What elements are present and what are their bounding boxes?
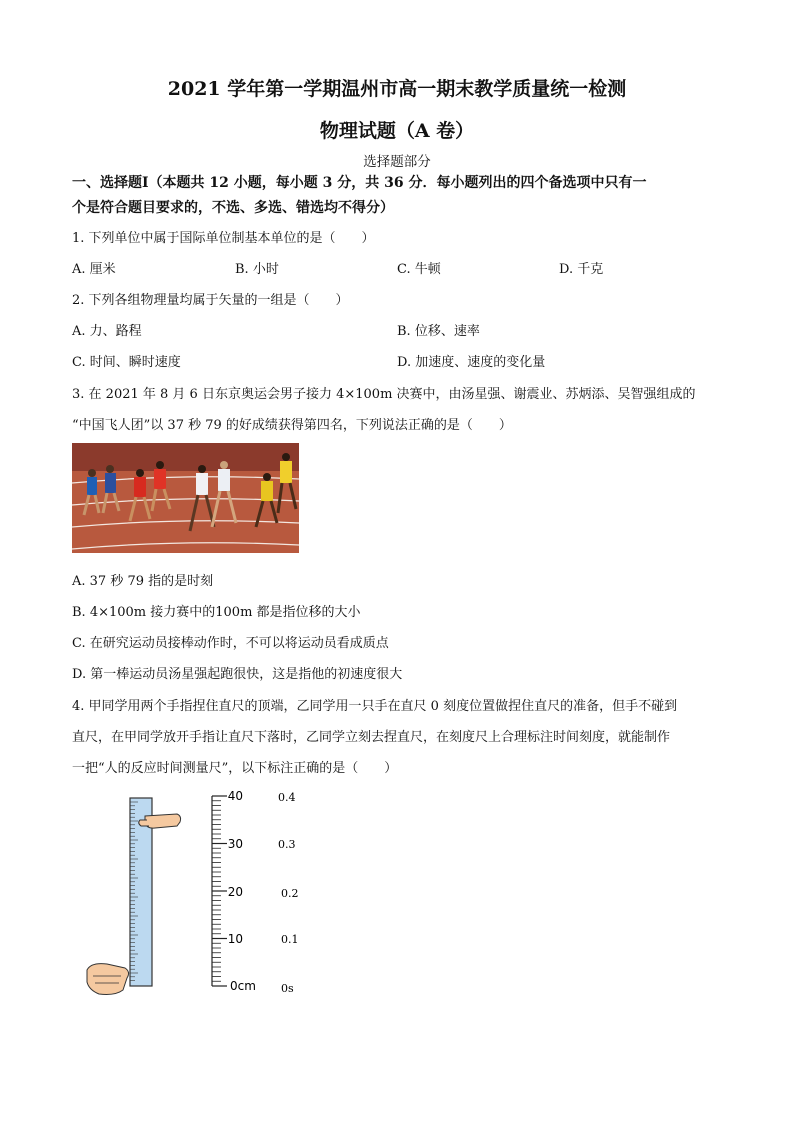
q1-option-c: C. 牛顿: [397, 262, 441, 277]
relay-race-photo: [72, 443, 299, 553]
section-instruction-line1: 一、选择题Ⅰ（本题共 12 小题，每小题 3 分，共 36 分．每小题列出的四个备选项中只有一: [72, 175, 647, 191]
cm-label-20: 20: [227, 885, 243, 899]
ruler-diagram: [85, 786, 315, 1001]
time-label-0s: 0s: [281, 982, 294, 995]
q2-option-c: C. 时间、瞬时速度: [72, 355, 181, 370]
time-label-0-1: 0.1: [281, 933, 299, 946]
cm-label-30: 30: [227, 837, 243, 851]
top-hand-icon: [145, 814, 181, 828]
cm-label-40: 40: [227, 789, 243, 803]
q3-option-d: D. 第一棒运动员汤星强起跑很快，这是指他的初速度很大: [72, 667, 403, 682]
exam-title: 2021 学年第一学期温州市高一期末教学质量统一检测: [167, 78, 627, 100]
q3-option-c: C. 在研究运动员接棒动作时，不可以将运动员看成质点: [72, 636, 389, 651]
bottom-hand-icon: [87, 964, 129, 995]
scale-ticks: [212, 796, 227, 986]
section-instruction-line2: 个是符合题目要求的，不选、多选、错选均不得分）: [72, 200, 394, 216]
q2-option-a: A. 力、路程: [72, 324, 142, 339]
exam-subtitle: 物理试题（A 卷）: [319, 120, 475, 142]
q3-stem-line1: 3. 在 2021 年 8 月 6 日东京奥运会男子接力 4×100m 决赛中，由汤星强、谢震业、苏炳添、吴智强组成的: [72, 387, 696, 402]
q2-option-d: D. 加速度、速度的变化量: [397, 355, 546, 370]
q1-stem: 1. 下列单位中属于国际单位制基本单位的是（ ）: [72, 231, 375, 246]
q4-stem-line2: 直尺，在甲同学放开手指让直尺下落时，乙同学立刻去捏直尺，在刻度尺上合理标注时间刻度，就能制作: [72, 730, 671, 745]
q1-option-b: B. 小时: [235, 262, 279, 277]
q3-option-a: A. 37 秒 79 指的是时刻: [72, 574, 214, 589]
q3-option-b: B. 4×100m 接力赛中的100m 都是指位移的大小: [72, 605, 361, 620]
q4-stem-line3: 一把“人的反应时间测量尺”，以下标注正确的是（ ）: [72, 761, 398, 776]
q2-stem: 2. 下列各组物理量均属于矢量的一组是（ ）: [72, 293, 349, 308]
q4-stem-line1: 4. 甲同学用两个手指捏住直尺的顶端，乙同学用一只手在直尺 0 刻度位置做捏住直尺的准备，但手不碰到: [72, 699, 678, 714]
time-label-0-2: 0.2: [281, 887, 299, 900]
q1-option-d: D. 千克: [559, 262, 604, 277]
reaction-ruler-figure: [85, 786, 315, 1001]
q1-option-a: A. 厘米: [72, 262, 116, 277]
part-heading: 选择题部分: [363, 154, 431, 170]
time-label-0-3: 0.3: [278, 838, 296, 851]
q3-stem-line2: “中国飞人团”以 37 秒 79 的好成绩获得第四名，下列说法正确的是（ ）: [72, 418, 512, 433]
cm-label-0: 0cm: [230, 979, 256, 993]
cm-label-10: 10: [227, 932, 243, 946]
q2-option-b: B. 位移、速率: [397, 324, 480, 339]
time-label-0-4: 0.4: [278, 791, 296, 804]
